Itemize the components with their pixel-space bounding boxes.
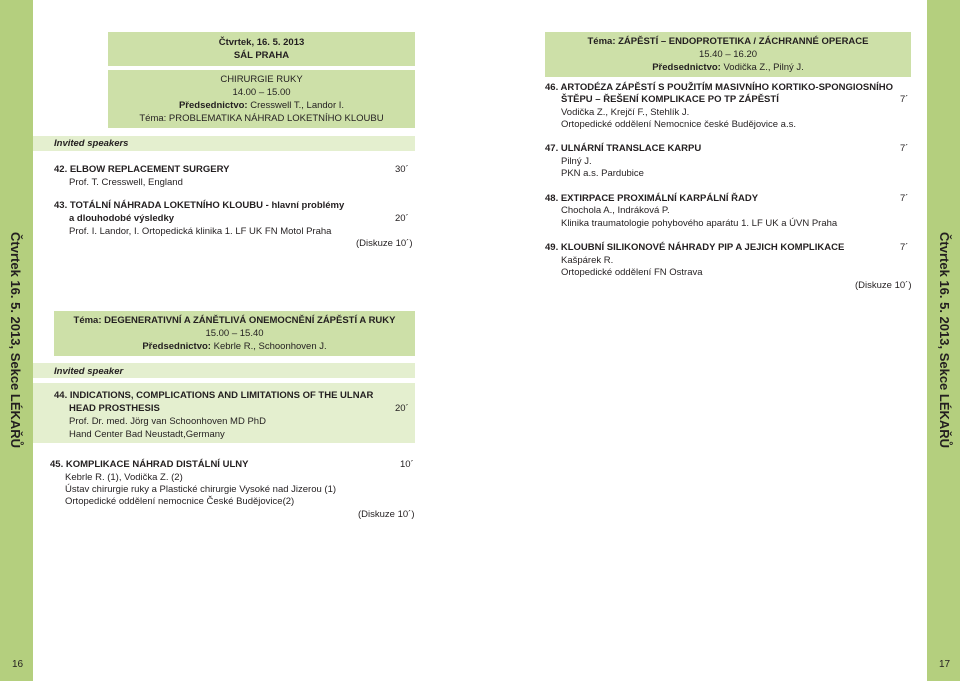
talk-49-title: 49. KLOUBNÍ SILIKONOVÉ NÁHRADY PIP A JEJICH KOMPLIKACE xyxy=(545,242,845,253)
invited-speaker-label: Invited speaker xyxy=(54,366,124,377)
talk-46-title-line1: 46. ARTODÉZA ZÁPĚSTÍ S POUŽITÍM MASIVNÍHO KORTIKO-SPONGIOSNÍHO xyxy=(545,82,894,93)
talk-47-authors-line2: PKN a.s. Pardubice xyxy=(561,168,644,179)
talk-43-duration: 20´ xyxy=(395,213,409,224)
talk-44-duration: 20´ xyxy=(395,403,409,414)
talk-47-title: 47. ULNÁRNÍ TRANSLACE KARPU xyxy=(545,143,702,154)
block2-discussion: (Diskuze 10´) xyxy=(358,509,415,520)
block2-topic: Téma: DEGENERATIVNÍ A ZÁNĚTLIVÁ ONEMOCNĚNÍ ZÁPĚSTÍ A RUKY xyxy=(73,315,396,326)
session-date: Čtvrtek, 16. 5. 2013 xyxy=(218,37,305,48)
block2-chairs: Předsednictvo: Kebrle R., Schoonhoven J. xyxy=(142,341,327,352)
talk-46-duration: 7´ xyxy=(900,94,909,105)
talk-47-duration: 7´ xyxy=(900,143,909,154)
session-block2-header xyxy=(54,311,415,356)
right-side-label: Čtvrtek 16. 5. 2013, Sekce LÉKAŘŮ xyxy=(937,232,952,449)
talk-43-title-line2: a dlouhodobé výsledky xyxy=(69,213,175,224)
session-date-header xyxy=(108,32,415,66)
page-number-right: 17 xyxy=(939,659,951,670)
talk-45-duration: 10´ xyxy=(400,459,414,470)
talk-46-title-line2: ŠTĚPU – ŘEŠENÍ KOMPLIKACE PO TP ZÁPĚSTÍ xyxy=(561,94,779,105)
talk-44-authors-line1: Prof. Dr. med. Jörg van Schoonhoven MD PhD xyxy=(69,416,266,427)
block3-topic: Téma: ZÁPĚSTÍ – ENDOPROTETIKA / ZÁCHRANNÉ OPERACE xyxy=(587,36,869,47)
page-number-left: 16 xyxy=(12,659,24,670)
talk-42-authors: Prof. T. Cresswell, England xyxy=(69,177,183,188)
talk-47-authors-line1: Pilný J. xyxy=(561,156,592,167)
talk-45-authors-line1: Kebrle R. (1), Vodička Z. (2) xyxy=(65,472,183,483)
talk-44-authors-line2: Hand Center Bad Neustadt,Germany xyxy=(69,429,225,440)
talk-42-title: 42. ELBOW REPLACEMENT SURGERY xyxy=(54,164,230,175)
talk-48-title: 48. EXTIRPACE PROXIMÁLNÍ KARPÁLNÍ ŘADY xyxy=(545,193,759,204)
block2-time: 15.00 – 15.40 xyxy=(205,328,264,339)
block3-time: 15.40 – 16.20 xyxy=(698,49,758,60)
block1-time: 14.00 – 15.00 xyxy=(232,87,291,98)
block3-discussion: (Diskuze 10´) xyxy=(855,280,912,291)
talk-43-authors: Prof. I. Landor, I. Ortopedická klinika 1. LF UK FN Motol Praha xyxy=(69,226,332,237)
talk-45-authors-line2: Ústav chirurgie ruky a Plastické chirurgie Vysoké nad Jizerou (1) xyxy=(65,484,337,495)
block1-discussion: (Diskuze 10´) xyxy=(356,238,413,249)
session-block1-header xyxy=(108,70,415,128)
talk-48-authors-line2: Klinika traumatologie pohybového aparátu 1. LF UK a ÚVN Praha xyxy=(561,218,838,229)
talk-46-authors-line1: Vodička Z., Krejčí F., Stehlík J. xyxy=(561,107,690,118)
block1-title: CHIRURGIE RUKY xyxy=(220,74,303,85)
talk-48-duration: 7´ xyxy=(900,193,909,204)
talk-44-title-line2: HEAD PROSTHESIS xyxy=(69,403,160,414)
session-block3-header xyxy=(545,32,911,77)
talk-49-duration: 7´ xyxy=(900,242,909,253)
block3-chairs: Předsednictvo: Vodička Z., Pilný J. xyxy=(652,62,804,73)
talk-43-title-line1: 43. TOTÁLNÍ NÁHRADA LOKETNÍHO KLOUBU - hlavní problémy xyxy=(54,200,345,211)
talk-44-title-line1: 44. INDICATIONS, COMPLICATIONS AND LIMITATIONS OF THE ULNAR xyxy=(54,390,374,401)
talk-49-authors-line1: Kašpárek R. xyxy=(561,255,614,266)
talk-49-authors-line2: Ortopedické oddělení FN Ostrava xyxy=(561,267,703,278)
block1-chairs: Předsednictvo: Cresswell T., Landor I. xyxy=(178,100,345,111)
talk-45-authors-line3: Ortopedické oddělení nemocnice České Budějovice(2) xyxy=(65,496,295,507)
block1-topic: Téma: PROBLEMATIKA NÁHRAD LOKETNÍHO KLOUBU xyxy=(139,113,384,124)
talk-46-authors-line2: Ortopedické oddělení Nemocnice české Budějovice a.s. xyxy=(561,119,796,130)
talk-45-title: 45. KOMPLIKACE NÁHRAD DISTÁLNÍ ULNY xyxy=(50,459,249,470)
invited-speakers-label: Invited speakers xyxy=(54,138,129,149)
session-hall: SÁL PRAHA xyxy=(233,50,290,61)
talk-48-authors-line1: Chochola A., Indráková P. xyxy=(561,205,670,216)
left-side-label: Čtvrtek 16. 5. 2013, Sekce LÉKAŘŮ xyxy=(8,232,23,449)
talk-42-duration: 30´ xyxy=(395,164,409,175)
